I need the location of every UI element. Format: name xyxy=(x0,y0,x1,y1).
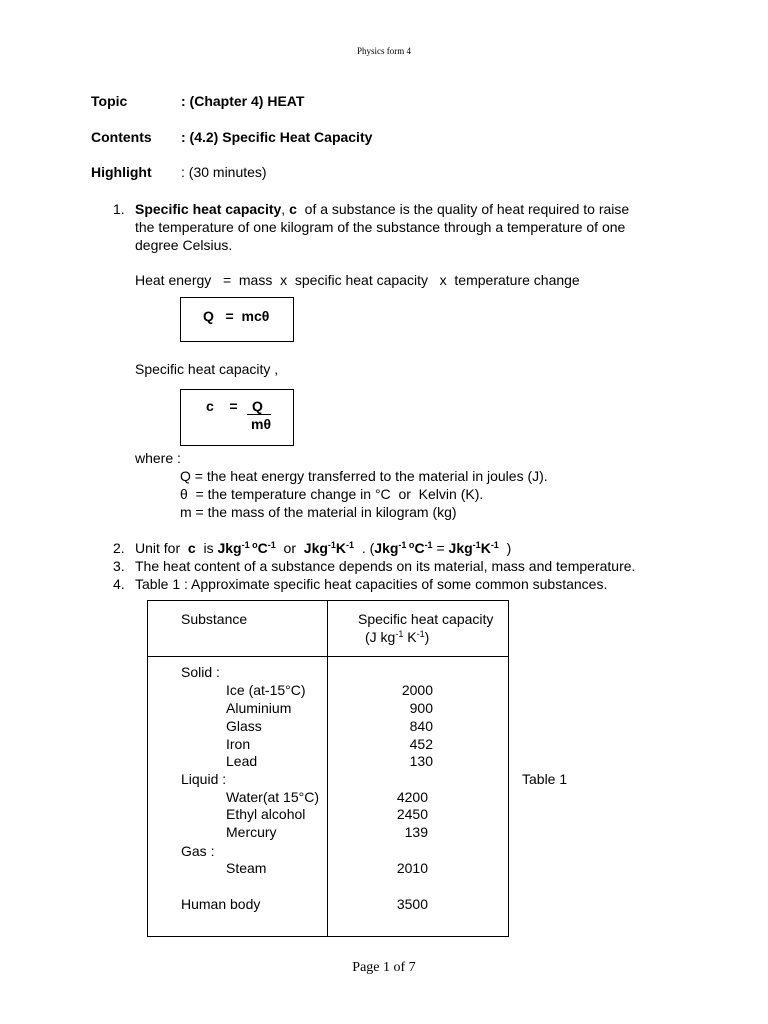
highlight-value: : (30 minutes) xyxy=(181,164,267,180)
table-value: 139 xyxy=(404,824,428,840)
where-label: where : xyxy=(135,450,181,466)
table-value: 900 xyxy=(409,700,433,716)
heat-energy-equation: Heat energy = mass x specific heat capacity x temperature change xyxy=(135,272,580,288)
table-column-divider xyxy=(327,600,328,937)
item2-line: Unit for c is $Jkg^{-1 o}C^{-1}$ or $Jkg^{-1}K^{-1}$ . ($Jkg^{-1 o}C^{-1} = Jkg^{-1}K^{-1}$ ) xyxy=(135,540,512,556)
item1-number: 1. xyxy=(113,201,125,217)
item2-text: Unit for xyxy=(135,540,181,556)
table-header-substance: Substance xyxy=(181,611,248,627)
table-value: 2450 xyxy=(396,806,428,822)
item1-term: Specific heat capacity xyxy=(135,201,282,217)
table-row: Aluminium xyxy=(226,700,292,716)
formula2-left: c = xyxy=(206,398,238,414)
category-liquid: Liquid : xyxy=(181,771,227,787)
table-value: 4200 xyxy=(396,789,428,805)
definition-q: Q = the heat energy transferred to the material in joules (J). xyxy=(180,468,548,484)
contents-label: Contents xyxy=(91,129,152,145)
table-row: Glass xyxy=(226,718,262,734)
topic-label: Topic xyxy=(91,93,128,109)
item1-line3: degree Celsius. xyxy=(135,237,233,253)
table-value: 2000 xyxy=(401,682,433,698)
item1-comma: , xyxy=(281,201,286,217)
table-header-divider xyxy=(147,656,509,657)
page-header: Physics form 4 xyxy=(357,46,411,56)
table-row: Lead xyxy=(226,753,258,769)
table-row: Ice (at-15°C) xyxy=(226,682,306,698)
table-row: Human body xyxy=(181,896,261,912)
definition-theta: θ = the temperature change in °C or Kelvin (K). xyxy=(180,486,484,502)
table-row: Iron xyxy=(226,736,251,752)
category-gas: Gas : xyxy=(181,843,215,859)
table-header-unit: (J $kg^{-1}$ $K^{-1}$) xyxy=(365,629,430,645)
item1-line2: the temperature of one kilogram of the substance through a temperature of one xyxy=(135,219,626,235)
item1-symbol: c xyxy=(289,201,297,217)
topic-value: : (Chapter 4) HEAT xyxy=(181,93,305,109)
contents-value: : (4.2) Specific Heat Capacity xyxy=(181,129,373,145)
specific-heat-label: Specific heat capacity , xyxy=(135,361,279,377)
highlight-label: Highlight xyxy=(91,164,152,180)
formula2-numerator: Q xyxy=(252,398,263,414)
table-header-capacity: Specific heat capacity xyxy=(358,611,494,627)
item1-line1-rest: of a substance is the quality of heat required to raise xyxy=(304,201,630,217)
table-row: Mercury xyxy=(226,824,277,840)
table-row: Ethyl alcohol xyxy=(226,806,306,822)
table-row: Water(at 15°C) xyxy=(226,789,319,805)
definition-m: m = the mass of the material in kilogram (kg) xyxy=(180,504,457,520)
table-value: 2010 xyxy=(396,860,428,876)
item1-line1 xyxy=(135,201,629,217)
item3-text: The heat content of a substance depends on its material, mass and temperature. xyxy=(135,558,636,574)
category-solid: Solid : xyxy=(181,664,220,680)
fraction-bar xyxy=(247,414,271,415)
heat-capacity-table xyxy=(147,600,509,937)
table-caption: Table 1 xyxy=(522,771,568,787)
item4-text: Table 1 : Approximate specific heat capacities of some common substances. xyxy=(135,576,608,592)
item4-number: 4. xyxy=(113,576,125,592)
item3-number: 3. xyxy=(113,558,125,574)
table-value: 130 xyxy=(409,753,433,769)
page-footer: Page 1 of 7 xyxy=(352,960,416,975)
formula-q-mcθ: Q = mcθ xyxy=(203,308,270,324)
table-value: 452 xyxy=(409,736,433,752)
item2-number: 2. xyxy=(113,540,125,556)
formula2-denominator: mθ xyxy=(251,416,272,432)
table-row: Steam xyxy=(226,860,267,876)
table-value: 840 xyxy=(409,718,433,734)
table-value: 3500 xyxy=(396,896,428,912)
